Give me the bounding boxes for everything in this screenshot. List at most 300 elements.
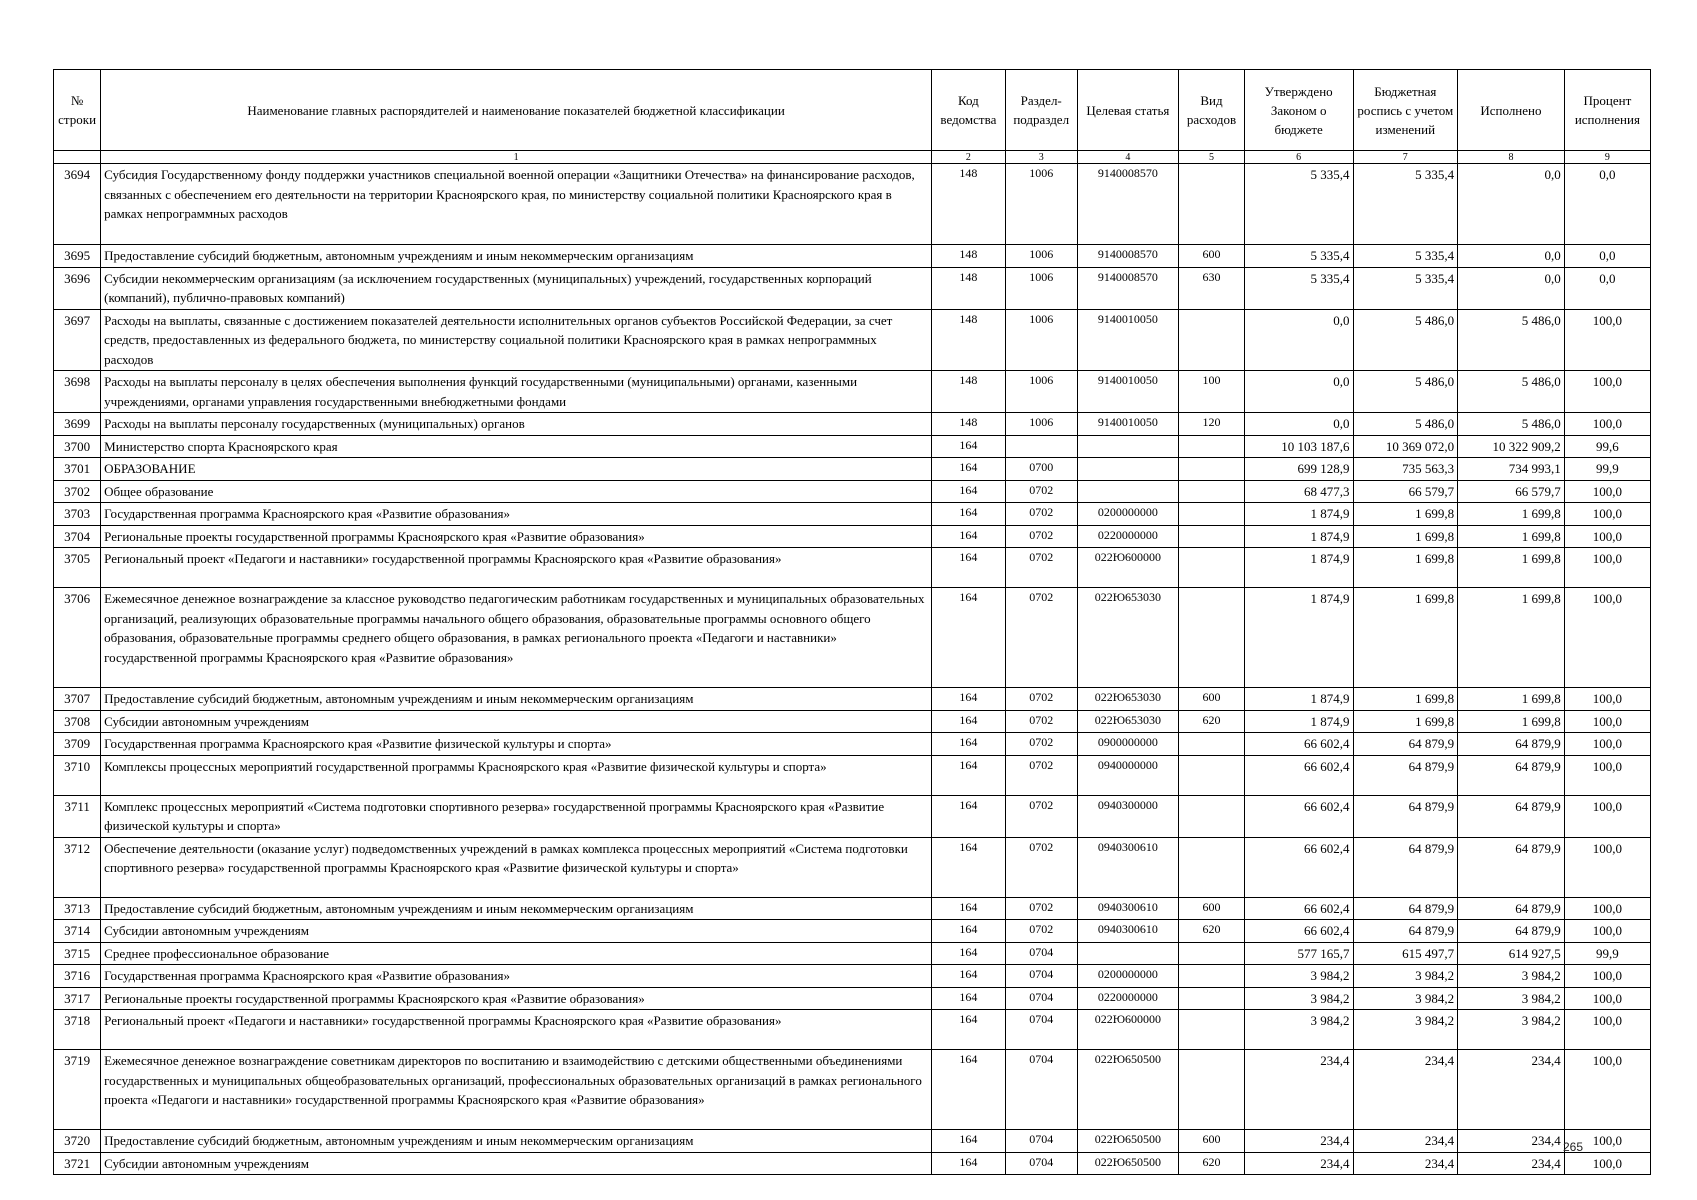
percent-cell: 99,9 — [1564, 942, 1650, 965]
header-expense-type: Вид расходов — [1179, 70, 1245, 151]
section-cell: 0704 — [1005, 1050, 1077, 1130]
percent-cell: 100,0 — [1564, 588, 1650, 688]
expense-type-cell: 600 — [1179, 245, 1245, 268]
dept-code-cell: 164 — [931, 920, 1005, 943]
section-cell: 0704 — [1005, 987, 1077, 1010]
row-name-cell: Региональные проекты государственной программы Красноярского края «Развитие образования» — [101, 987, 932, 1010]
target-cell — [1077, 942, 1179, 965]
executed-cell: 0,0 — [1458, 245, 1565, 268]
expense-type-cell: 620 — [1179, 710, 1245, 733]
executed-cell: 3 984,2 — [1458, 965, 1565, 988]
table-row — [54, 965, 1651, 988]
row-name-cell: Ежемесячное денежное вознаграждение за классное руководство педагогическим работникам государственных и муниципальных образовательных организаций, реализующих образовательные программы начального общего образования, образовательные программы основного общего образования, образовательные программы среднего общего образования, в рамках регионального проекта «Педагоги и наставники» государственной программы Красноярского края «Развитие образования» — [101, 588, 932, 688]
dept-code-cell: 164 — [931, 942, 1005, 965]
header-target: Целевая статья — [1077, 70, 1179, 151]
row-number-cell: 3706 — [54, 588, 101, 688]
row-name-cell: Субсидии автономным учреждениям — [101, 1152, 932, 1175]
row-number-cell: 3712 — [54, 837, 101, 897]
row-number-cell: 3709 — [54, 733, 101, 756]
dept-code-cell: 164 — [931, 548, 1005, 588]
row-name-cell: Предоставление субсидий бюджетным, автономным учреждениям и иным некоммерческим организациям — [101, 688, 932, 711]
percent-cell: 100,0 — [1564, 688, 1650, 711]
section-cell: 1006 — [1005, 371, 1077, 413]
row-name-cell: Региональные проекты государственной программы Красноярского края «Развитие образования» — [101, 525, 932, 548]
budget-list-cell: 1 699,8 — [1353, 525, 1458, 548]
approved-cell: 66 602,4 — [1244, 755, 1353, 795]
row-number-cell: 3719 — [54, 1050, 101, 1130]
row-number-cell: 3713 — [54, 897, 101, 920]
expense-type-cell — [1179, 588, 1245, 688]
section-cell: 0704 — [1005, 942, 1077, 965]
budget-list-cell: 615 497,7 — [1353, 942, 1458, 965]
row-number-cell: 3699 — [54, 413, 101, 436]
dept-code-cell: 164 — [931, 1130, 1005, 1153]
executed-cell: 64 879,9 — [1458, 795, 1565, 837]
percent-cell: 100,0 — [1564, 525, 1650, 548]
column-number: 8 — [1458, 151, 1565, 164]
row-name-cell: Ежемесячное денежное вознаграждение советникам директоров по воспитанию и взаимодействию с детскими общественными объединениями государственных и муниципальных общеобразовательных организаций, профессиональных образовательных организаций в рамках регионального проекта «Педагоги и наставники» государственной программы Красноярского края «Развитие образования» — [101, 1050, 932, 1130]
row-number-cell: 3705 — [54, 548, 101, 588]
target-cell: 9140010050 — [1077, 309, 1179, 371]
percent-cell: 100,0 — [1564, 371, 1650, 413]
target-cell: 9140010050 — [1077, 371, 1179, 413]
target-cell: 022Ю600000 — [1077, 548, 1179, 588]
dept-code-cell: 164 — [931, 1050, 1005, 1130]
budget-report-sheet — [53, 69, 1651, 1175]
row-number-cell: 3695 — [54, 245, 101, 268]
approved-cell: 5 335,4 — [1244, 164, 1353, 245]
budget-list-cell: 64 879,9 — [1353, 755, 1458, 795]
approved-cell: 66 602,4 — [1244, 733, 1353, 756]
row-name-cell: Комплексы процессных мероприятий государственной программы Красноярского края «Развитие физической культуры и спорта» — [101, 755, 932, 795]
target-cell: 0940300610 — [1077, 897, 1179, 920]
table-row — [54, 710, 1651, 733]
approved-cell: 0,0 — [1244, 371, 1353, 413]
approved-cell: 1 874,9 — [1244, 688, 1353, 711]
header-budget-list: Бюджетная роспись с учетом изменений — [1353, 70, 1458, 151]
table-row — [54, 755, 1651, 795]
table-row — [54, 688, 1651, 711]
executed-cell: 0,0 — [1458, 267, 1565, 309]
percent-cell: 100,0 — [1564, 1130, 1650, 1153]
expense-type-cell: 100 — [1179, 371, 1245, 413]
section-cell: 0702 — [1005, 525, 1077, 548]
dept-code-cell: 148 — [931, 164, 1005, 245]
target-cell: 0220000000 — [1077, 987, 1179, 1010]
row-number-cell: 3704 — [54, 525, 101, 548]
section-cell: 0702 — [1005, 480, 1077, 503]
header-approved: Утверждено Законом о бюджете — [1244, 70, 1353, 151]
section-cell: 0702 — [1005, 733, 1077, 756]
percent-cell: 0,0 — [1564, 245, 1650, 268]
expense-type-cell — [1179, 965, 1245, 988]
budget-list-cell: 66 579,7 — [1353, 480, 1458, 503]
expense-type-cell — [1179, 309, 1245, 371]
row-number-cell: 3711 — [54, 795, 101, 837]
approved-cell: 234,4 — [1244, 1130, 1353, 1153]
row-number-cell: 3707 — [54, 688, 101, 711]
section-cell: 0702 — [1005, 755, 1077, 795]
table-row — [54, 1130, 1651, 1153]
expense-type-cell: 120 — [1179, 413, 1245, 436]
budget-list-cell: 64 879,9 — [1353, 795, 1458, 837]
row-name-cell: Государственная программа Красноярского края «Развитие образования» — [101, 965, 932, 988]
approved-cell: 3 984,2 — [1244, 987, 1353, 1010]
budget-list-cell: 5 335,4 — [1353, 267, 1458, 309]
dept-code-cell: 164 — [931, 733, 1005, 756]
dept-code-cell: 164 — [931, 525, 1005, 548]
row-name-cell: Государственная программа Красноярского края «Развитие образования» — [101, 503, 932, 526]
column-number — [54, 151, 101, 164]
section-cell: 1006 — [1005, 164, 1077, 245]
page-number: 265 — [1563, 1140, 1584, 1154]
target-cell: 9140010050 — [1077, 413, 1179, 436]
row-name-cell: Субсидии автономным учреждениям — [101, 920, 932, 943]
target-cell: 022Ю653030 — [1077, 710, 1179, 733]
section-cell — [1005, 435, 1077, 458]
dept-code-cell: 164 — [931, 458, 1005, 481]
executed-cell: 64 879,9 — [1458, 920, 1565, 943]
approved-cell: 3 984,2 — [1244, 1010, 1353, 1050]
executed-cell: 1 699,8 — [1458, 525, 1565, 548]
row-name-cell: Расходы на выплаты персоналу в целях обеспечения выполнения функций государственными (муниципальными) органами, казенными учреждениями, органами управления государственными внебюджетными фондами — [101, 371, 932, 413]
budget-list-cell: 64 879,9 — [1353, 837, 1458, 897]
executed-cell: 614 927,5 — [1458, 942, 1565, 965]
percent-cell: 0,0 — [1564, 267, 1650, 309]
section-cell: 0704 — [1005, 1010, 1077, 1050]
budget-list-cell: 64 879,9 — [1353, 733, 1458, 756]
row-name-cell: Субсидии некоммерческим организациям (за исключением государственных (муниципальных) учреждений, государственных корпораций (компаний), публично-правовых компаний) — [101, 267, 932, 309]
row-name-cell: Расходы на выплаты, связанные с достижением показателей деятельности исполнительных органов субъектов Российской Федерации, за счет средств, предоставленных из федерального бюджета, по министерству социальной политики Красноярского края в рамках непрограммных расходов — [101, 309, 932, 371]
executed-cell: 5 486,0 — [1458, 413, 1565, 436]
executed-cell: 64 879,9 — [1458, 755, 1565, 795]
approved-cell: 234,4 — [1244, 1050, 1353, 1130]
section-cell: 0700 — [1005, 458, 1077, 481]
dept-code-cell: 164 — [931, 795, 1005, 837]
budget-list-cell: 1 699,8 — [1353, 588, 1458, 688]
row-number-cell: 3696 — [54, 267, 101, 309]
table-row — [54, 525, 1651, 548]
budget-list-cell: 5 486,0 — [1353, 413, 1458, 436]
row-number-cell: 3708 — [54, 710, 101, 733]
executed-cell: 234,4 — [1458, 1050, 1565, 1130]
dept-code-cell: 164 — [931, 1152, 1005, 1175]
budget-list-cell: 1 699,8 — [1353, 548, 1458, 588]
target-cell: 022Ю650500 — [1077, 1152, 1179, 1175]
approved-cell: 3 984,2 — [1244, 965, 1353, 988]
expense-type-cell — [1179, 480, 1245, 503]
column-number: 6 — [1244, 151, 1353, 164]
expense-type-cell: 620 — [1179, 1152, 1245, 1175]
percent-cell: 100,0 — [1564, 413, 1650, 436]
executed-cell: 1 699,8 — [1458, 710, 1565, 733]
budget-list-cell: 3 984,2 — [1353, 987, 1458, 1010]
budget-list-cell: 64 879,9 — [1353, 897, 1458, 920]
section-cell: 1006 — [1005, 245, 1077, 268]
approved-cell: 5 335,4 — [1244, 267, 1353, 309]
executed-cell: 64 879,9 — [1458, 897, 1565, 920]
budget-list-cell: 5 335,4 — [1353, 245, 1458, 268]
section-cell: 0704 — [1005, 1130, 1077, 1153]
approved-cell: 66 602,4 — [1244, 920, 1353, 943]
section-cell: 1006 — [1005, 413, 1077, 436]
row-number-cell: 3710 — [54, 755, 101, 795]
target-cell — [1077, 480, 1179, 503]
percent-cell: 100,0 — [1564, 309, 1650, 371]
executed-cell: 3 984,2 — [1458, 1010, 1565, 1050]
approved-cell: 577 165,7 — [1244, 942, 1353, 965]
dept-code-cell: 164 — [931, 965, 1005, 988]
row-number-cell: 3703 — [54, 503, 101, 526]
target-cell — [1077, 458, 1179, 481]
target-cell: 0940300610 — [1077, 920, 1179, 943]
dept-code-cell: 164 — [931, 837, 1005, 897]
target-cell: 022Ю600000 — [1077, 1010, 1179, 1050]
expense-type-cell — [1179, 525, 1245, 548]
percent-cell: 100,0 — [1564, 503, 1650, 526]
target-cell: 9140008570 — [1077, 245, 1179, 268]
section-cell: 0702 — [1005, 688, 1077, 711]
expense-type-cell: 600 — [1179, 688, 1245, 711]
row-name-cell: Расходы на выплаты персоналу государственных (муниципальных) органов — [101, 413, 932, 436]
row-number-cell: 3716 — [54, 965, 101, 988]
percent-cell: 100,0 — [1564, 987, 1650, 1010]
target-cell: 022Ю650500 — [1077, 1130, 1179, 1153]
budget-list-cell: 3 984,2 — [1353, 1010, 1458, 1050]
approved-cell: 0,0 — [1244, 309, 1353, 371]
dept-code-cell: 164 — [931, 588, 1005, 688]
table-row — [54, 371, 1651, 413]
section-cell: 0702 — [1005, 837, 1077, 897]
row-name-cell: Обеспечение деятельности (оказание услуг) подведомственных учреждений в рамках комплекса процессных мероприятий «Система подготовки спортивного резерва» государственной программы Красноярского края «Развитие физической культуры и спорта» — [101, 837, 932, 897]
budget-list-cell: 5 486,0 — [1353, 371, 1458, 413]
approved-cell: 68 477,3 — [1244, 480, 1353, 503]
row-number-cell: 3715 — [54, 942, 101, 965]
expense-type-cell: 620 — [1179, 920, 1245, 943]
budget-list-cell: 3 984,2 — [1353, 965, 1458, 988]
table-row — [54, 1050, 1651, 1130]
budget-list-cell: 5 335,4 — [1353, 164, 1458, 245]
expense-type-cell — [1179, 795, 1245, 837]
dept-code-cell: 148 — [931, 245, 1005, 268]
expense-type-cell — [1179, 548, 1245, 588]
percent-cell: 99,6 — [1564, 435, 1650, 458]
target-cell: 0900000000 — [1077, 733, 1179, 756]
target-cell: 9140008570 — [1077, 164, 1179, 245]
approved-cell: 1 874,9 — [1244, 710, 1353, 733]
target-cell: 0200000000 — [1077, 503, 1179, 526]
section-cell: 0704 — [1005, 965, 1077, 988]
table-row — [54, 733, 1651, 756]
section-cell: 1006 — [1005, 267, 1077, 309]
row-number-cell: 3700 — [54, 435, 101, 458]
table-row — [54, 435, 1651, 458]
section-cell: 0702 — [1005, 710, 1077, 733]
column-number-row — [54, 151, 1651, 164]
percent-cell: 100,0 — [1564, 1050, 1650, 1130]
percent-cell: 99,9 — [1564, 458, 1650, 481]
percent-cell: 100,0 — [1564, 795, 1650, 837]
executed-cell: 1 699,8 — [1458, 503, 1565, 526]
column-number: 2 — [931, 151, 1005, 164]
row-name-cell: ОБРАЗОВАНИЕ — [101, 458, 932, 481]
row-name-cell: Общее образование — [101, 480, 932, 503]
percent-cell: 100,0 — [1564, 965, 1650, 988]
percent-cell: 100,0 — [1564, 920, 1650, 943]
header-percent: Процент исполнения — [1564, 70, 1650, 151]
expense-type-cell: 600 — [1179, 897, 1245, 920]
section-cell: 1006 — [1005, 309, 1077, 371]
expense-type-cell — [1179, 733, 1245, 756]
executed-cell: 1 699,8 — [1458, 588, 1565, 688]
section-cell: 0704 — [1005, 1152, 1077, 1175]
expense-type-cell — [1179, 435, 1245, 458]
target-cell: 9140008570 — [1077, 267, 1179, 309]
executed-cell: 1 699,8 — [1458, 688, 1565, 711]
row-number-cell: 3714 — [54, 920, 101, 943]
percent-cell: 100,0 — [1564, 548, 1650, 588]
dept-code-cell: 164 — [931, 435, 1005, 458]
column-number: 7 — [1353, 151, 1458, 164]
row-name-cell: Региональный проект «Педагоги и наставники» государственной программы Красноярского края «Развитие образования» — [101, 1010, 932, 1050]
table-row — [54, 548, 1651, 588]
expense-type-cell — [1179, 942, 1245, 965]
expense-type-cell — [1179, 1010, 1245, 1050]
executed-cell: 66 579,7 — [1458, 480, 1565, 503]
table-row — [54, 267, 1651, 309]
budget-list-cell: 234,4 — [1353, 1152, 1458, 1175]
expense-type-cell — [1179, 987, 1245, 1010]
dept-code-cell: 164 — [931, 897, 1005, 920]
header-row-number: № строки — [54, 70, 101, 151]
row-name-cell: Комплекс процессных мероприятий «Система подготовки спортивного резерва» государственной программы Красноярского края «Развитие физической культуры и спорта» — [101, 795, 932, 837]
approved-cell: 10 103 187,6 — [1244, 435, 1353, 458]
approved-cell: 234,4 — [1244, 1152, 1353, 1175]
section-cell: 0702 — [1005, 548, 1077, 588]
target-cell: 022Ю650500 — [1077, 1050, 1179, 1130]
approved-cell: 66 602,4 — [1244, 795, 1353, 837]
row-name-cell: Министерство спорта Красноярского края — [101, 435, 932, 458]
expense-type-cell — [1179, 837, 1245, 897]
table-row — [54, 897, 1651, 920]
expense-type-cell: 630 — [1179, 267, 1245, 309]
table-row — [54, 413, 1651, 436]
row-number-cell: 3717 — [54, 987, 101, 1010]
header-name: Наименование главных распорядителей и наименование показателей бюджетной классификации — [101, 70, 932, 151]
approved-cell: 1 874,9 — [1244, 525, 1353, 548]
dept-code-cell: 164 — [931, 987, 1005, 1010]
dept-code-cell: 164 — [931, 755, 1005, 795]
table-row — [54, 942, 1651, 965]
row-number-cell: 3702 — [54, 480, 101, 503]
expense-type-cell — [1179, 458, 1245, 481]
approved-cell: 699 128,9 — [1244, 458, 1353, 481]
approved-cell: 66 602,4 — [1244, 837, 1353, 897]
expense-type-cell — [1179, 164, 1245, 245]
column-number: 3 — [1005, 151, 1077, 164]
budget-list-cell: 64 879,9 — [1353, 920, 1458, 943]
budget-list-cell: 234,4 — [1353, 1130, 1458, 1153]
target-cell: 0220000000 — [1077, 525, 1179, 548]
dept-code-cell: 148 — [931, 371, 1005, 413]
target-cell: 0200000000 — [1077, 965, 1179, 988]
budget-list-cell: 1 699,8 — [1353, 688, 1458, 711]
section-cell: 0702 — [1005, 897, 1077, 920]
dept-code-cell: 164 — [931, 710, 1005, 733]
row-number-cell: 3721 — [54, 1152, 101, 1175]
target-cell: 022Ю653030 — [1077, 588, 1179, 688]
section-cell: 0702 — [1005, 920, 1077, 943]
budget-list-cell: 5 486,0 — [1353, 309, 1458, 371]
table-row — [54, 458, 1651, 481]
executed-cell: 5 486,0 — [1458, 371, 1565, 413]
dept-code-cell: 148 — [931, 309, 1005, 371]
table-row — [54, 795, 1651, 837]
section-cell: 0702 — [1005, 503, 1077, 526]
budget-list-cell: 234,4 — [1353, 1050, 1458, 1130]
dept-code-cell: 148 — [931, 267, 1005, 309]
table-row — [54, 245, 1651, 268]
table-row — [54, 987, 1651, 1010]
executed-cell: 734 993,1 — [1458, 458, 1565, 481]
table-row — [54, 164, 1651, 245]
executed-cell: 234,4 — [1458, 1130, 1565, 1153]
row-number-cell: 3694 — [54, 164, 101, 245]
section-cell: 0702 — [1005, 588, 1077, 688]
approved-cell: 0,0 — [1244, 413, 1353, 436]
column-number: 5 — [1179, 151, 1245, 164]
row-number-cell: 3720 — [54, 1130, 101, 1153]
row-number-cell: 3718 — [54, 1010, 101, 1050]
executed-cell: 10 322 909,2 — [1458, 435, 1565, 458]
percent-cell: 100,0 — [1564, 480, 1650, 503]
section-cell: 0702 — [1005, 795, 1077, 837]
dept-code-cell: 164 — [931, 1010, 1005, 1050]
executed-cell: 5 486,0 — [1458, 309, 1565, 371]
row-number-cell: 3698 — [54, 371, 101, 413]
target-cell: 0940300610 — [1077, 837, 1179, 897]
table-row — [54, 920, 1651, 943]
table-row — [54, 503, 1651, 526]
row-name-cell: Государственная программа Красноярского края «Развитие физической культуры и спорта» — [101, 733, 932, 756]
row-number-cell: 3697 — [54, 309, 101, 371]
percent-cell: 100,0 — [1564, 710, 1650, 733]
column-number: 1 — [101, 151, 932, 164]
header-section: Раздел-подраздел — [1005, 70, 1077, 151]
percent-cell: 100,0 — [1564, 1010, 1650, 1050]
executed-cell: 64 879,9 — [1458, 733, 1565, 756]
table-row — [54, 588, 1651, 688]
column-number: 4 — [1077, 151, 1179, 164]
row-name-cell: Субсидии автономным учреждениям — [101, 710, 932, 733]
executed-cell: 3 984,2 — [1458, 987, 1565, 1010]
dept-code-cell: 148 — [931, 413, 1005, 436]
target-cell — [1077, 435, 1179, 458]
row-name-cell: Предоставление субсидий бюджетным, автономным учреждениям и иным некоммерческим организациям — [101, 245, 932, 268]
table-row — [54, 1010, 1651, 1050]
budget-list-cell: 735 563,3 — [1353, 458, 1458, 481]
table-row — [54, 309, 1651, 371]
budget-list-cell: 10 369 072,0 — [1353, 435, 1458, 458]
budget-list-cell: 1 699,8 — [1353, 710, 1458, 733]
approved-cell: 1 874,9 — [1244, 548, 1353, 588]
target-cell: 022Ю653030 — [1077, 688, 1179, 711]
expense-type-cell — [1179, 755, 1245, 795]
executed-cell: 234,4 — [1458, 1152, 1565, 1175]
approved-cell: 1 874,9 — [1244, 588, 1353, 688]
header-dept-code: Код ведомства — [931, 70, 1005, 151]
executed-cell: 0,0 — [1458, 164, 1565, 245]
